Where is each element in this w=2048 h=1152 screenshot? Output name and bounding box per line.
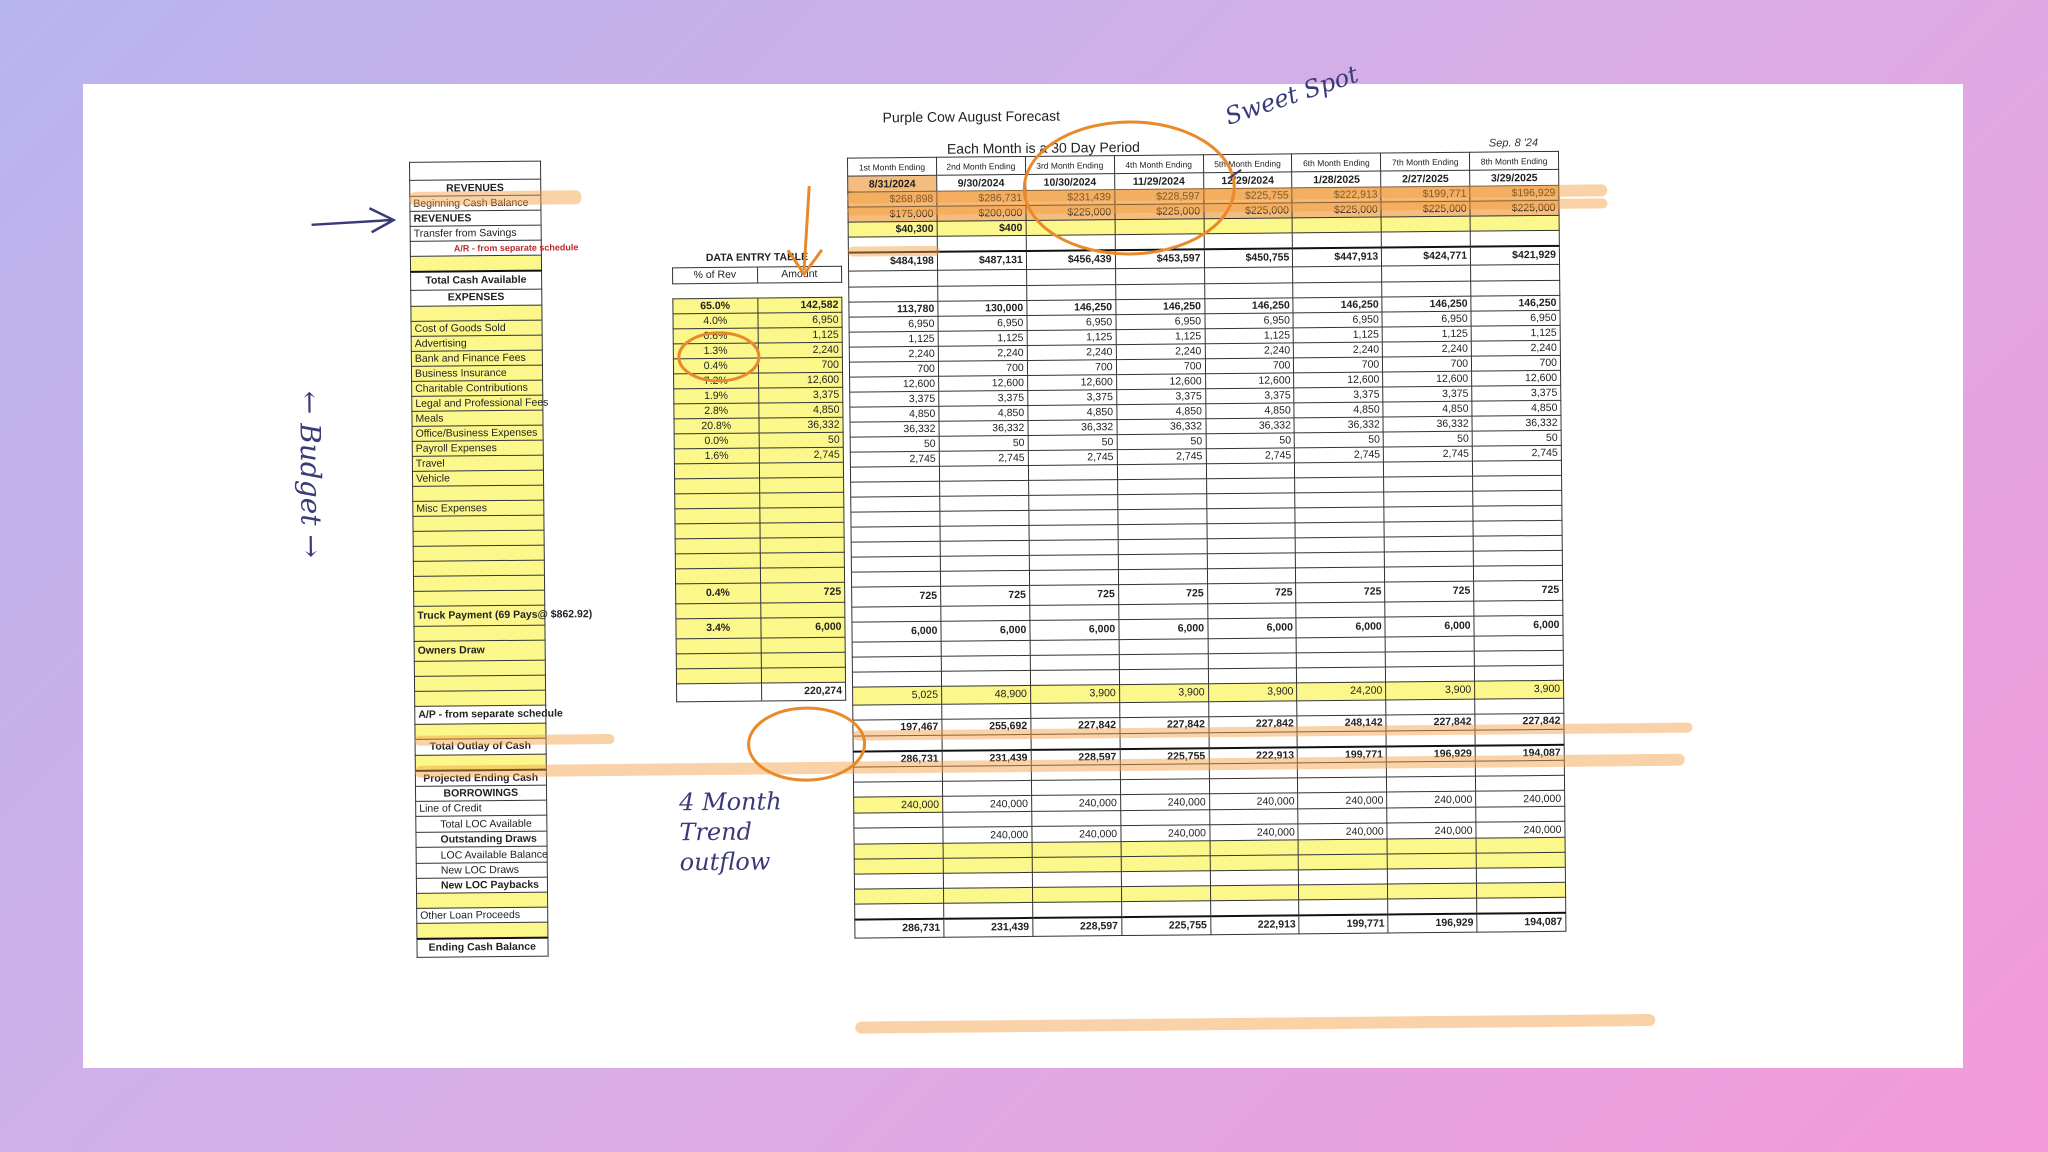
- expense-amount: 36,332: [758, 417, 843, 433]
- ending-value: 225,755: [1121, 916, 1210, 935]
- expense-pct: 1.6%: [674, 448, 759, 464]
- beginning-cash: $286,731: [937, 190, 1026, 206]
- loc-total-value: 240,000: [1209, 793, 1298, 810]
- projected-ending-label: Projected Ending Cash: [415, 769, 546, 786]
- month-date: 10/30/2024: [1025, 174, 1114, 191]
- expense-value: 36,332: [1205, 417, 1294, 433]
- total-cash: $421,929: [1470, 246, 1559, 265]
- loc-balance-value: 240,000: [1476, 821, 1565, 838]
- expense-value: 6,950: [849, 316, 938, 332]
- expense-value: 50: [1206, 432, 1295, 448]
- expense-pct: 1.9%: [674, 388, 759, 404]
- document-title: Purple Cow August Forecast: [882, 107, 1061, 126]
- expense-value: 4,850: [1028, 404, 1117, 420]
- expense-value: 700: [1294, 357, 1383, 373]
- document-date: Sep. 8 '24: [1488, 137, 1539, 150]
- expense-value: 4,850: [1383, 401, 1472, 417]
- ending-value: 222,913: [1210, 915, 1299, 934]
- document-subtitle: Each Month is a 30 Day Period: [946, 138, 1140, 157]
- outlay-value: 197,467: [853, 719, 942, 736]
- expense-value: 2,240: [849, 346, 938, 362]
- expense-value: 3,375: [1383, 386, 1472, 402]
- expense-value: 1,125: [1027, 329, 1116, 345]
- revenues-sub-label: REVENUES: [410, 210, 541, 226]
- expense-value: 12,600: [1383, 371, 1472, 387]
- expense-pct: 1.3%: [673, 343, 758, 359]
- truck-payment-label: Truck Payment (69 Pays@ $862.92): [414, 605, 545, 626]
- expense-amount: 1,125: [758, 327, 843, 343]
- expense-value: 2,745: [1295, 447, 1384, 463]
- loc-balance-label: LOC Available Balance: [416, 846, 547, 863]
- expense-pct: 7.2%: [674, 373, 759, 389]
- ending-value: 286,731: [855, 919, 944, 938]
- expense-amount: 4,850: [758, 402, 843, 418]
- projected-value: 194,087: [1475, 744, 1564, 761]
- transfer-amount: $175,000: [848, 206, 937, 222]
- owners-amount: 6,000: [760, 617, 845, 638]
- expense-value: 3,375: [1472, 385, 1561, 401]
- expense-amount: 2,240: [758, 342, 843, 358]
- beginning-cash: $268,898: [848, 191, 937, 207]
- expense-value: 36,332: [939, 420, 1028, 436]
- ap-value: 3,900: [1475, 680, 1564, 699]
- expense-value: 36,332: [850, 421, 939, 437]
- expense-value: 6,950: [1382, 311, 1471, 327]
- expense-label: Travel: [412, 455, 543, 471]
- loc-total-value: 240,000: [942, 795, 1031, 812]
- total-cash: $424,771: [1382, 247, 1471, 266]
- ap-value: 3,900: [1386, 681, 1475, 700]
- outlay-value: 227,842: [1119, 716, 1208, 733]
- beginning-cash: $199,771: [1381, 186, 1470, 202]
- ink-annotations: [78, 75, 1967, 1077]
- ap-label: A/P - from separate schedule: [415, 705, 546, 724]
- expense-label: Legal and Professional Fees: [412, 395, 543, 411]
- expense-value: 6,950: [1471, 310, 1560, 326]
- expense-value: 50: [939, 435, 1028, 451]
- expenses-header: EXPENSES: [411, 289, 542, 306]
- data-entry-header: DATA ENTRY TABLE: [705, 250, 809, 264]
- expense-pct: 0.6%: [673, 328, 758, 344]
- other-loan-label: Other Loan Proceeds: [417, 907, 548, 923]
- month-label: 5th Month Ending: [1203, 154, 1292, 173]
- expense-label: Advertising: [411, 335, 542, 351]
- beginning-cash: $228,597: [1114, 189, 1203, 205]
- transfer-label: Transfer from Savings: [410, 225, 541, 241]
- loc-balance-value: 240,000: [1387, 822, 1476, 839]
- total-cash: $487,131: [937, 251, 1026, 270]
- expense-value: 4,850: [1294, 402, 1383, 418]
- loc-balance-value: 240,000: [1032, 826, 1121, 843]
- ap-total-circle: [748, 708, 865, 781]
- ap-value: 24,200: [1297, 682, 1386, 701]
- expense-value: 2,240: [1294, 342, 1383, 358]
- pct-header: % of Rev: [673, 267, 758, 284]
- expense-pct: 0.4%: [673, 358, 758, 374]
- projected-value: 286,731: [853, 750, 942, 767]
- expense-value: 2,745: [1384, 446, 1473, 462]
- expense-label: Bank and Finance Fees: [411, 350, 542, 366]
- expense-value: 1,125: [938, 330, 1027, 346]
- expense-value: 36,332: [1472, 415, 1561, 431]
- truck-value: 725: [1207, 582, 1296, 603]
- expense-label: Vehicle: [412, 470, 543, 486]
- ap-value: 5,025: [853, 686, 942, 705]
- beginning-cash: $231,439: [1026, 190, 1115, 206]
- total-cash: $484,198: [848, 252, 937, 271]
- expense-value: 12,600: [1472, 370, 1561, 386]
- ending-cash-label: Ending Cash Balance: [417, 938, 548, 957]
- expense-value: 12,600: [1027, 374, 1116, 390]
- expense-value: 146,250: [1471, 295, 1560, 311]
- ar-note: A/R - from separate schedule: [453, 242, 579, 254]
- expense-value: 1,125: [1205, 327, 1294, 343]
- expense-value: 3,375: [850, 391, 939, 407]
- expense-value: 700: [1205, 357, 1294, 373]
- expense-value: 6,950: [1027, 314, 1116, 330]
- owners-value: 6,000: [941, 620, 1030, 641]
- expense-value: 1,125: [1471, 325, 1560, 341]
- projected-value: 228,597: [1031, 749, 1120, 766]
- beginning-cash-arrow: [311, 208, 393, 233]
- expense-value: 1,125: [849, 331, 938, 347]
- borrowings-header: BORROWINGS: [415, 785, 546, 801]
- total-cash: $447,913: [1293, 248, 1382, 267]
- ar-amount: $40,300: [848, 221, 937, 237]
- owners-value: 6,000: [1385, 616, 1474, 637]
- month-label: 1st Month Ending: [847, 157, 936, 176]
- owners-value: 6,000: [1296, 617, 1385, 638]
- expense-label: Office/Business Expenses: [412, 425, 543, 441]
- expense-value: 146,250: [1027, 299, 1116, 315]
- expense-value: 1,125: [1382, 326, 1471, 342]
- expense-value: 4,850: [850, 406, 939, 422]
- beginning-cash-label: Beginning Cash Balance: [410, 195, 541, 211]
- truck-value: 725: [852, 586, 941, 607]
- expense-value: 2,240: [1383, 341, 1472, 357]
- month-date: 2/27/2025: [1381, 170, 1470, 187]
- expense-value: 2,240: [1205, 342, 1294, 358]
- ending-value: 231,439: [944, 918, 1033, 937]
- truck-value: 725: [1296, 582, 1385, 603]
- outlay-value: 227,842: [1208, 715, 1297, 732]
- owners-value: 6,000: [1207, 617, 1296, 638]
- truck-pct: 0.4%: [676, 583, 761, 604]
- owners-value: 6,000: [1474, 615, 1563, 636]
- expense-value: 6,950: [1116, 313, 1205, 329]
- expense-pct: 65.0%: [673, 298, 758, 314]
- ending-value: 228,597: [1033, 917, 1122, 936]
- ap-value: 3,900: [1030, 684, 1119, 703]
- expense-value: 36,332: [1028, 419, 1117, 435]
- sweet-spot-circle: [1024, 121, 1235, 255]
- projected-value: 231,439: [942, 749, 1031, 766]
- ap-total: 220,274: [761, 682, 846, 701]
- outlay-value: 248,142: [1297, 715, 1386, 732]
- expense-amount: 2,745: [759, 447, 844, 463]
- expense-value: 3,375: [939, 390, 1028, 406]
- expense-value: 146,250: [1204, 297, 1293, 313]
- expense-value: 12,600: [1205, 372, 1294, 388]
- expense-value: 12,600: [1116, 373, 1205, 389]
- expense-value: 12,600: [850, 376, 939, 392]
- expense-value: 4,850: [1205, 402, 1294, 418]
- expense-value: 700: [1383, 356, 1472, 372]
- amount-header: Amount: [757, 266, 842, 283]
- total-cash: $456,439: [1026, 250, 1115, 269]
- transfer-amount: $225,000: [1292, 202, 1381, 218]
- owners-value: 6,000: [1030, 619, 1119, 640]
- loc-total-value: 240,000: [1298, 792, 1387, 809]
- expense-pct: 20.8%: [674, 418, 759, 434]
- expense-amount: 6,950: [757, 312, 842, 328]
- expense-pct: 4.0%: [673, 313, 758, 329]
- note-budget: ← Budget →: [293, 390, 328, 559]
- expense-label: Payroll Expenses: [412, 440, 543, 456]
- outlay-value: 227,842: [1475, 713, 1564, 730]
- projected-value: 225,755: [1120, 748, 1209, 765]
- outstanding-draws-label: Outstanding Draws: [416, 831, 547, 847]
- expense-pct: 0.0%: [674, 433, 759, 449]
- expense-value: 2,745: [1117, 448, 1206, 464]
- outlay-value: 255,692: [942, 718, 1031, 735]
- loc-balance-value: 240,000: [1298, 823, 1387, 840]
- transfer-amount: $225,000: [1381, 201, 1470, 217]
- expense-value: 6,950: [1204, 312, 1293, 328]
- expense-value: 3,375: [1294, 387, 1383, 403]
- transfer-amount: $225,000: [1115, 204, 1204, 220]
- transfer-amount: $225,000: [1026, 205, 1115, 221]
- month-date: 12/29/2024: [1203, 172, 1292, 189]
- owners-pct: 3.4%: [676, 618, 761, 639]
- expense-amount: 3,375: [758, 387, 843, 403]
- total-cash-label: Total Cash Available: [411, 271, 542, 290]
- expense-label: Charitable Contributions: [412, 380, 543, 396]
- expense-value: 4,850: [939, 405, 1028, 421]
- loc-total-value: 240,000: [1476, 790, 1565, 807]
- ar-amount: $400: [937, 220, 1026, 236]
- line-of-credit-label: Line of Credit: [416, 800, 547, 816]
- ap-value: 3,900: [1208, 682, 1297, 701]
- expense-value: 3,375: [1116, 388, 1205, 404]
- month-label: 4th Month Ending: [1114, 155, 1203, 174]
- entry-table-arrow: [787, 186, 822, 274]
- transfer-amount: $225,000: [1203, 203, 1292, 219]
- expense-amount: 50: [759, 432, 844, 448]
- expense-value: 36,332: [1117, 418, 1206, 434]
- expense-value: 2,240: [1471, 340, 1560, 356]
- projected-value: 222,913: [1209, 747, 1298, 764]
- loc-total-value: 240,000: [1031, 795, 1120, 812]
- outlay-value: 227,842: [1031, 717, 1120, 734]
- ending-value: 194,087: [1477, 913, 1566, 932]
- expense-value: 1,125: [1294, 327, 1383, 343]
- expense-value: 4,850: [1472, 400, 1561, 416]
- truck-value: 725: [1118, 583, 1207, 604]
- expense-label: Meals: [412, 410, 543, 426]
- truck-amount: 725: [760, 582, 845, 603]
- expense-value: 146,250: [1115, 298, 1204, 314]
- paybacks-label: New LOC Paybacks: [416, 877, 547, 893]
- expense-value: 130,000: [938, 300, 1027, 316]
- beginning-cash: $225,755: [1203, 188, 1292, 204]
- transfer-amount: $225,000: [1470, 200, 1559, 216]
- expense-value: 2,745: [1028, 449, 1117, 465]
- expense-value: 2,240: [1027, 344, 1116, 360]
- expense-value: 146,250: [1382, 296, 1471, 312]
- month-date: 9/30/2024: [937, 174, 1026, 191]
- expense-value: 700: [938, 360, 1027, 376]
- expense-value: 146,250: [1293, 297, 1382, 313]
- month-date: 3/29/2025: [1470, 169, 1559, 186]
- document-sheet: [83, 60, 1963, 1068]
- outlay-value: 227,842: [1386, 714, 1475, 731]
- expense-value: 3,375: [1027, 389, 1116, 405]
- owners-value: 6,000: [1119, 618, 1208, 639]
- total-outlay-label: Total Outlay of Cash: [415, 738, 546, 755]
- ap-value: 48,900: [941, 685, 1030, 704]
- revenues-header: REVENUES: [410, 179, 541, 196]
- expense-label: Business Insurance: [411, 365, 542, 381]
- expense-value: 700: [849, 361, 938, 377]
- expense-value: 700: [1472, 355, 1561, 371]
- truck-value: 725: [1029, 584, 1118, 605]
- ending-value: 199,771: [1299, 915, 1388, 934]
- new-draws-label: New LOC Draws: [416, 862, 547, 878]
- loc-total-label: Total LOC Available: [416, 815, 547, 832]
- cogs-circle: [679, 333, 759, 382]
- loc-total-value: 240,000: [1387, 791, 1476, 808]
- total-cash: $450,755: [1204, 248, 1293, 267]
- loc-balance-value: 240,000: [1121, 825, 1210, 842]
- expense-value: 50: [850, 436, 939, 452]
- expense-value: 50: [1295, 432, 1384, 448]
- expense-value: 50: [1117, 433, 1206, 449]
- expense-value: 113,780: [849, 301, 938, 317]
- expense-value: 1,125: [1116, 328, 1205, 344]
- loc-balance-value: 240,000: [943, 826, 1032, 843]
- owners-value: 6,000: [852, 621, 941, 642]
- loc-total-value: 240,000: [854, 796, 943, 813]
- expense-value: 50: [1472, 430, 1561, 446]
- expense-value: 2,745: [1472, 445, 1561, 461]
- expense-value: 50: [1028, 434, 1117, 450]
- projected-value: 199,771: [1298, 746, 1387, 763]
- expense-amount: 142,582: [757, 297, 842, 313]
- expense-pct: 2.8%: [674, 403, 759, 419]
- expense-value: 2,745: [850, 451, 939, 467]
- truck-value: 725: [940, 585, 1029, 606]
- expense-value: 3,375: [1205, 387, 1294, 403]
- note-trend-outflow: 4 Month Trend outflow: [679, 787, 782, 877]
- month-date: 11/29/2024: [1114, 173, 1203, 190]
- month-label: 7th Month Ending: [1381, 152, 1470, 171]
- expense-value: 2,240: [938, 345, 1027, 361]
- total-cash: $453,597: [1115, 249, 1204, 268]
- transfer-amount: $200,000: [937, 205, 1026, 221]
- truck-value: 725: [1385, 581, 1474, 602]
- forecast-document: [78, 60, 1967, 1077]
- expense-value: 6,950: [1293, 312, 1382, 328]
- expense-value: 2,240: [1116, 343, 1205, 359]
- expense-value: 6,950: [938, 315, 1027, 331]
- owners-draw-label: Owners Draw: [414, 640, 545, 661]
- month-date: 8/31/2024: [848, 175, 937, 192]
- expense-value: 4,850: [1116, 403, 1205, 419]
- loc-balance-value: 240,000: [1209, 824, 1298, 841]
- ending-value: 196,929: [1388, 914, 1477, 933]
- month-label: 8th Month Ending: [1470, 151, 1559, 170]
- month-label: 2nd Month Ending: [936, 156, 1025, 175]
- projected-value: 196,929: [1386, 745, 1475, 762]
- loc-total-value: 240,000: [1120, 794, 1209, 811]
- note-sweet-spot: Sweet Spot: [1221, 60, 1362, 131]
- month-label: 6th Month Ending: [1292, 153, 1381, 172]
- expense-value: 50: [1383, 431, 1472, 447]
- expense-value: 2,745: [1206, 447, 1295, 463]
- beginning-cash: $196,929: [1470, 185, 1559, 201]
- expense-value: 700: [1116, 358, 1205, 374]
- expense-label: Cost of Goods Sold: [411, 320, 542, 336]
- truck-value: 725: [1474, 580, 1563, 601]
- expense-value: 12,600: [1294, 372, 1383, 388]
- expense-value: 36,332: [1383, 416, 1472, 432]
- month-date: 1/28/2025: [1292, 171, 1381, 188]
- beginning-cash: $222,913: [1292, 187, 1381, 203]
- ap-value: 3,900: [1119, 683, 1208, 702]
- expense-value: 12,600: [938, 375, 1027, 391]
- expense-amount: 12,600: [758, 372, 843, 388]
- misc-expenses-label: Misc Expenses: [413, 500, 544, 516]
- expense-value: 700: [1027, 359, 1116, 375]
- expense-amount: 700: [758, 357, 843, 373]
- expense-value: 36,332: [1294, 417, 1383, 433]
- month-label: 3rd Month Ending: [1025, 156, 1114, 175]
- expense-value: 2,745: [939, 450, 1028, 466]
